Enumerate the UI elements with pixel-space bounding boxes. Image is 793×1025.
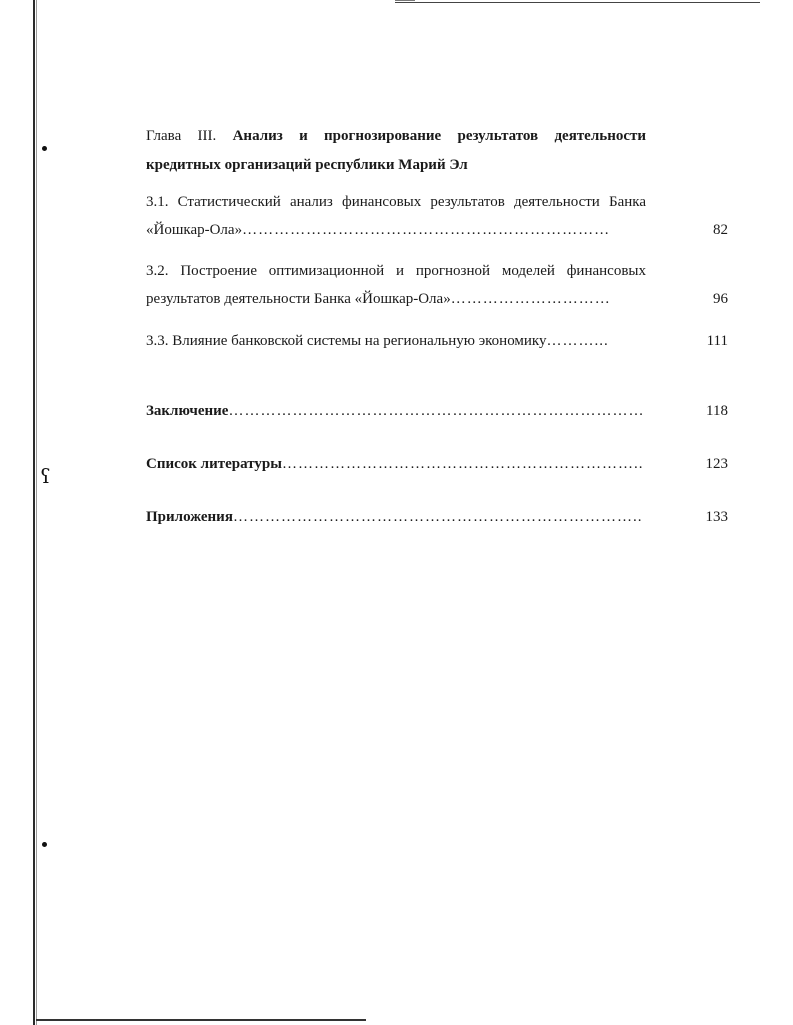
scan-left-edge-shadow: [36, 0, 37, 1025]
toc-page-number: 82: [713, 222, 728, 238]
toc-leader-dots: ……………………………………………………………………: [228, 403, 645, 419]
scan-left-edge: [33, 0, 35, 1025]
toc-entry-3-2[interactable]: [146, 257, 728, 313]
scan-top-mark: [395, 0, 415, 1]
chapter-heading: [146, 122, 646, 180]
toc-entry-conclusion[interactable]: [146, 397, 728, 425]
toc-entry-text: 3.1. Статистический анализ финансовых результатов деятельности: [146, 194, 600, 210]
toc-entry-appendices[interactable]: [146, 503, 728, 531]
toc-page-number: 111: [706, 333, 728, 349]
toc-entry-3-3[interactable]: [146, 327, 728, 355]
scan-bottom-rule: [36, 1019, 366, 1021]
toc-leader-dots: ……………………………………………………………: [242, 222, 611, 238]
toc-page-number: 123: [705, 456, 728, 472]
toc-leader-dots: …………………………………………………………..: [281, 456, 644, 472]
toc-entry-text: Банка «Йошкар-Ола»: [146, 194, 646, 238]
toc-entry-references[interactable]: [146, 450, 728, 478]
toc-entry-text: Заключение: [146, 403, 229, 419]
chapter-title: Анализ и прогнозирование результатов деятельности кредитных организаций республики Марий Эл: [146, 128, 647, 173]
toc-leader-dots: …………………………: [450, 291, 611, 307]
toc-entry-3-1[interactable]: [146, 188, 728, 244]
toc-entry-text: 3.3. Влияние банковской системы на региональную экономику: [146, 333, 547, 349]
chapter-prefix: Глава III.: [146, 128, 217, 144]
toc-entry-text: 3.2. Построение оптимизационной и прогнозной моделей финансовых: [146, 263, 646, 279]
toc-leader-dots: …………………………………………………………………..: [232, 509, 643, 525]
toc-entry-text: Список литературы: [146, 456, 282, 472]
scan-hook-mark: ʕ: [40, 464, 51, 488]
scan-speck: [42, 842, 47, 847]
toc-page-number: 118: [706, 403, 728, 419]
scan-speck: [42, 146, 47, 151]
toc-page-number: 96: [713, 291, 728, 307]
toc-page-number: 133: [705, 509, 728, 525]
scan-top-rule: [395, 2, 760, 3]
toc-leader-dots: ………...: [546, 333, 609, 349]
toc-entry-text: Приложения: [146, 509, 233, 525]
toc-entry-text: результатов деятельности Банка «Йошкар-Ола»: [146, 291, 451, 307]
